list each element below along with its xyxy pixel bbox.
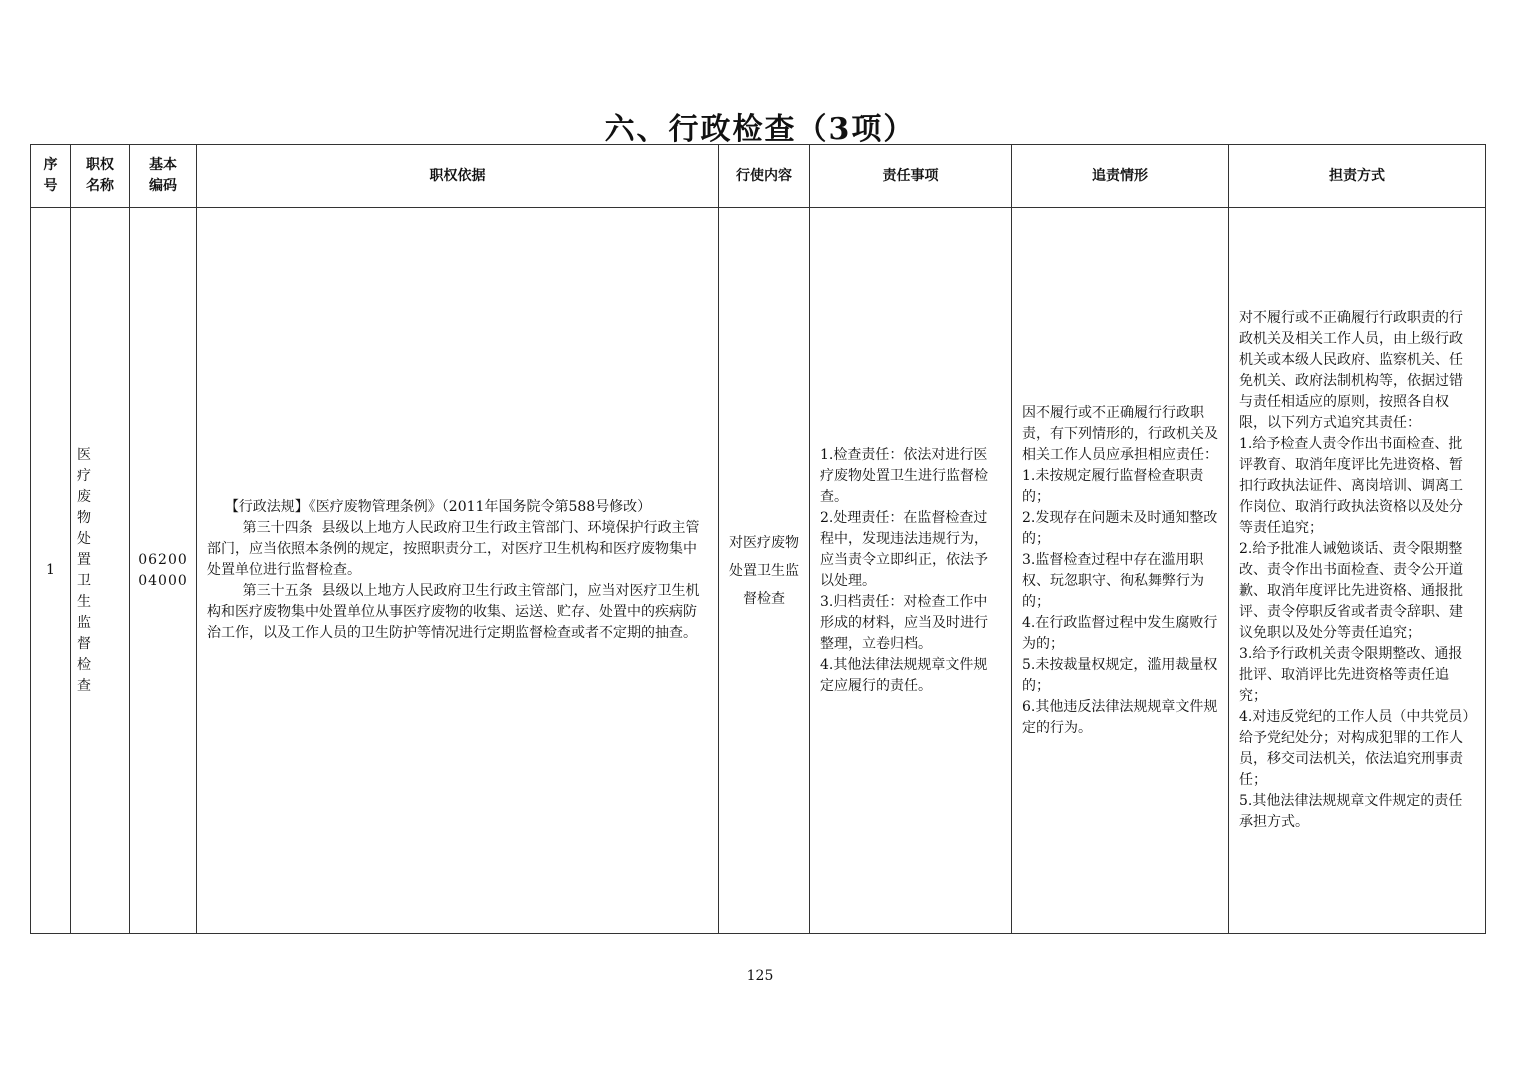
header-accountability-methods: 担责方式 [1229, 145, 1486, 208]
table-header-row [31, 145, 1486, 208]
header-accountability-cases: 追责情形 [1012, 145, 1229, 208]
row-power-basis [197, 208, 719, 934]
row-basic-code [130, 208, 197, 934]
header-responsibility: 责任事项 [810, 145, 1012, 208]
header-power-basis: 职权依据 [197, 145, 719, 208]
row-seq: 1 [31, 208, 71, 934]
page-title: 六、行政检查（3项） [604, 112, 916, 147]
row-power-basis-text: 【行政法规】《医疗废物管理条例》（2011年国务院令第588号修改） 第三十四条 县级以上地方人民政府卫生行政主管部门、环境保护行政主管部门，应当依照本条例的规定，按照职责分工，对医疗卫生机构和医疗废物集中处置单位进行监督检查。 第三十五条 县级以上地方人民政府卫生行政主管部门，应当对医疗卫生机构和医疗废物集中处置单位从事医疗废物的收集、运送、贮存、处置中的疾病防治工作，以及工作人员的卫生防护等情况进行定期监督检查或者不定期的抽查。 [207, 499, 700, 641]
row-power-name-text: 医疗废物处置卫生监督检查 [77, 446, 103, 694]
row-exercise-content: 对医疗废物处置卫生监督检查 [719, 208, 810, 934]
header-basic-code: 基本 编码 [130, 145, 197, 208]
row-accountability-methods-text: 对不履行或不正确履行行政职责的行政机关及相关工作人员，由上级行政机关或本级人民政府、监察机关、任免机关、政府法制机构等，依据过错与责任相适应的原则，按照各自权限，以下列方式追究其责任： 1.给予检查人责令作出书面检查、批评教育、取消年度评比先进资格、暂扣行政执法证件、离岗培训、调离工作岗位、取消行政执法资格以及处分等责任追究； 2.给予批准人诫勉谈话、责令限期整改、责令作出书面检查、责令公开道歉、取消年度评比先进资格、通报批评、责令停职反省或者责令辞职、建议免职以及处分等责任追究； 3.给予行政机关责令限期整改、通报批评、取消评比先进资格等责任追究； 4.对违反党纪的工作人员（中共党员）给予党纪处分；对构成犯罪的工作人员，移交司法机关，依法追究刑事责任； 5.其他法律法规规章文件规定的责任承担方式。 [1239, 310, 1470, 830]
table-row [31, 208, 1486, 934]
row-power-name [71, 208, 130, 934]
header-power-name: 职权 名称 [71, 145, 130, 208]
row-basic-code-text: 06200 04000 [138, 551, 188, 589]
row-accountability-cases [1012, 208, 1229, 934]
header-exercise-content: 行使内容 [719, 145, 810, 208]
row-accountability-methods [1229, 208, 1486, 934]
page-number: 125 [746, 968, 774, 984]
power-list-table [30, 144, 1486, 934]
header-seq: 序 号 [31, 145, 71, 208]
row-accountability-cases-text: 因不履行或不正确履行行政职责，有下列情形的，行政机关及相关工作人员应承担相应责任： 1.未按规定履行监督检查职责的； 2.发现存在问题未及时通知整改的； 3.监督检查过程中存在滥用职权、玩忽职守、徇私舞弊行为的； 4.在行政监督过程中发生腐败行为的； 5.未按裁量权规定，滥用裁量权的； 6.其他违反法律法规规章文件规定的行为。 [1022, 404, 1218, 736]
row-responsibility [810, 208, 1012, 934]
row-responsibility-text: 1.检查责任：依法对进行医疗废物处置卫生进行监督检查。 2.处理责任：在监督检查过程中，发现违法违规行为，应当责令立即纠正，依法予以处理。 3.归档责任：对检查工作中形成的材料，应当及时进行整理，立卷归档。 4.其他法律法规规章文件规定应履行的责任。 [820, 446, 988, 694]
